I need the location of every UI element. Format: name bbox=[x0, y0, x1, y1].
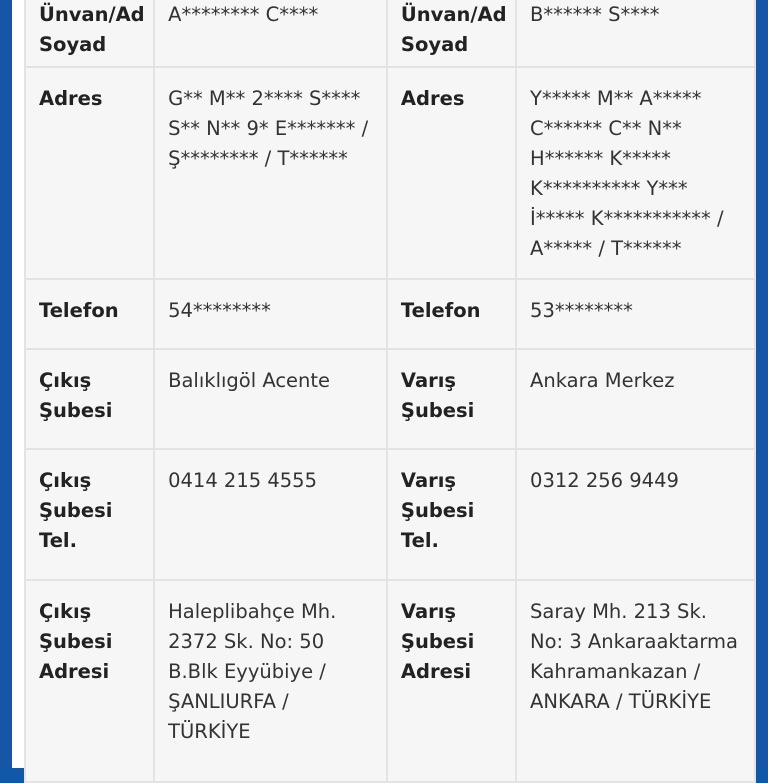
arrival-branch-label: Varış Şubesi bbox=[387, 349, 516, 449]
sender-name-label: Ünvan/Ad Soyad bbox=[25, 0, 154, 67]
receiver-phone-label: Telefon bbox=[387, 279, 516, 349]
receiver-address-label: Adres bbox=[387, 67, 516, 279]
shipment-info-table bbox=[24, 0, 756, 783]
receiver-name-value: B****** S**** bbox=[516, 0, 755, 67]
table-row-branch bbox=[25, 349, 755, 449]
arrival-branch-phone-label: Varış Şubesi Tel. bbox=[387, 449, 516, 580]
table-row-branch-phone bbox=[25, 449, 755, 580]
departure-branch-value: Balıklıgöl Acente bbox=[154, 349, 387, 449]
table-row-address bbox=[25, 67, 755, 279]
receiver-address-value: Y***** M** A***** C****** C** N** H****** K***** K********** Y*** İ***** K*********** / A***** / T****** bbox=[516, 67, 755, 279]
arrival-branch-address-label: Varış Şubesi Adresi bbox=[387, 580, 516, 782]
receiver-name-label: Ünvan/Ad Soyad bbox=[387, 0, 516, 67]
table-row-phone bbox=[25, 279, 755, 349]
page-content bbox=[12, 0, 756, 768]
sender-phone-value: 54******** bbox=[154, 279, 387, 349]
sender-address-value: G** M** 2**** S**** S** N** 9* E******* / Ş******** / T****** bbox=[154, 67, 387, 279]
departure-branch-label: Çıkış Şubesi bbox=[25, 349, 154, 449]
sender-address-label: Adres bbox=[25, 67, 154, 279]
table-row-branch-address bbox=[25, 580, 755, 782]
receiver-phone-value: 53******** bbox=[516, 279, 755, 349]
arrival-branch-value: Ankara Merkez bbox=[516, 349, 755, 449]
arrival-branch-address-value: Saray Mh. 213 Sk. No: 3 Ankaraaktarma Kahramankazan / ANKARA / TÜRKİYE bbox=[516, 580, 755, 782]
sender-phone-label: Telefon bbox=[25, 279, 154, 349]
sender-name-value: A******** C**** bbox=[154, 0, 387, 67]
departure-branch-address-label: Çıkış Şubesi Adresi bbox=[25, 580, 154, 782]
arrival-branch-phone-value[interactable]: 0312 256 9449 bbox=[516, 449, 755, 580]
departure-branch-phone-value[interactable]: 0414 215 4555 bbox=[154, 449, 387, 580]
table-row-name bbox=[25, 0, 755, 67]
departure-branch-phone-label: Çıkış Şubesi Tel. bbox=[25, 449, 154, 580]
departure-branch-address-value: Haleplibahçe Mh. 2372 Sk. No: 50 B.Blk Eyyübiye / ŞANLIURFA / TÜRKİYE bbox=[154, 580, 387, 782]
